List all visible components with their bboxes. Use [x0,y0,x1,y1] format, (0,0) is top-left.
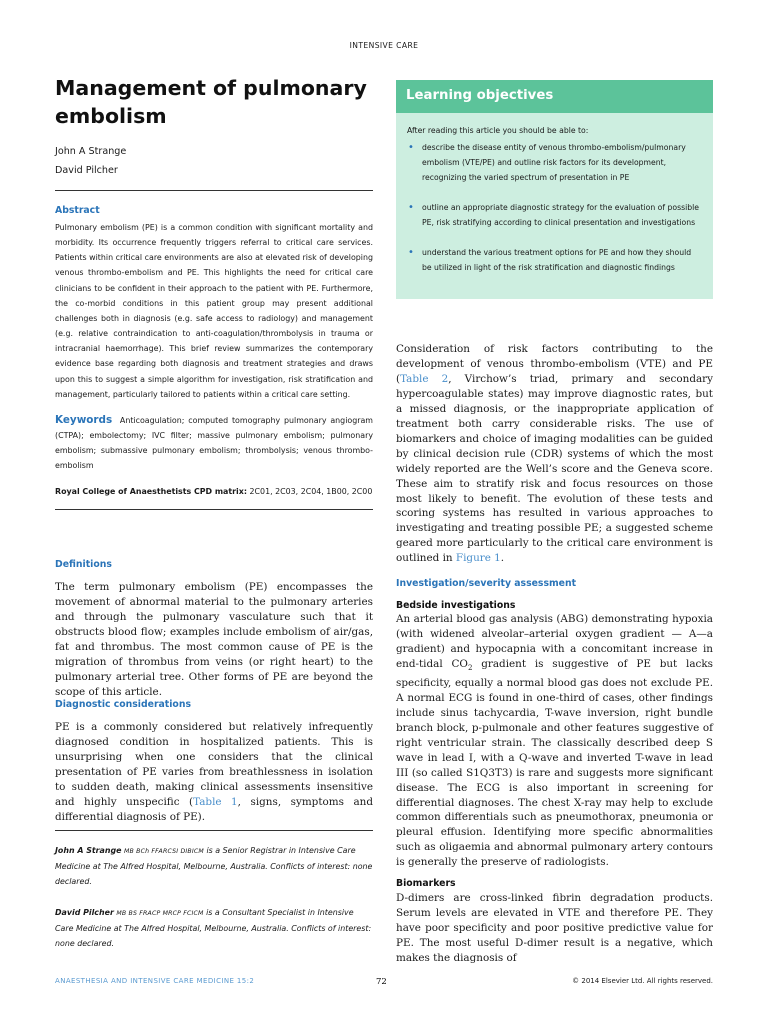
diagnostic-text-part: , signs, symptoms and differential diagnosis of PE). [55,795,374,823]
article-title: Management of pulmonary embolism [55,76,367,128]
cpd-label: Royal College of Anaesthetists CPD matrix: [55,487,247,496]
learning-objectives-header [396,80,713,113]
keywords-list: Anticoagulation; computed tomography pulmonary angiogram (CTPA); embolectomy; IVC filter; massive pulmonary embolism; pulmonary embolism; submassive pulmonary embolism; thrombolysis; venous thrombo-embolism [55,416,373,471]
learning-objectives-intro: After reading this article you should be able to: [407,126,589,135]
risk-factors-text-part: . [500,552,505,565]
learning-objectives-heading: Learning objectives [406,88,554,103]
diagnostic-heading: Diagnostic considerations [55,699,191,710]
risk-factors-text [396,342,713,566]
title-divider [55,190,373,191]
bullet-icon: • [408,247,414,258]
table-2-link[interactable]: Table 2 [400,372,449,385]
bullet-icon: • [408,142,414,153]
bedside-text [396,612,713,870]
figure-1-link[interactable]: Figure 1 [455,552,501,565]
diagnostic-text [55,720,373,825]
list-item [408,245,701,275]
biomarkers-text: D-dimers are cross-linked fibrin degradation products. Serum levels are elevated in VTE and therefore PE. They have poor specificity and poor positive predictive value for PE. The most useful D-dimer result is a negative, which makes the diagnosis of [396,892,713,964]
diagnostic-text-part: PE is a commonly considered but relatively infrequently diagnosed condition in hospitalized patients. This is unsurprising when one considers that the clinical presentation of PE varies from breathlessness in isolation to sudden death, making clinical assessments insensitive and highly unspecific ( [55,721,373,808]
bio-text: is a Senior Registrar in Intensive Care Medicine at The Alfred Hospital, Melbourne, Australia. Conflicts of interest: none declared. [55,846,373,887]
bio-qualifications: MB BCh FFARCSI DIBICM [124,848,204,855]
list-item-text: outline an appropriate diagnostic strategy for the evaluation of possible PE, risk stratifying according to clinical presentation and investigations [422,203,699,227]
investigation-heading: Investigation/severity assessment [396,578,577,589]
footer-copyright: © 2014 Elsevier Ltd. All rights reserved. [572,977,713,985]
list-item-text: understand the various treatment options for PE and how they should be utilized in light of the risk stratification and diagnostic findings [422,248,692,272]
bio-name: John A Strange [55,846,122,855]
list-item [408,140,701,185]
biomarkers-heading: Biomarkers [396,878,456,889]
keywords-label: Keywords [55,414,113,426]
bedside-text-part: gradient is suggestive of PE but lacks specificity, equally a normal blood gas does not exclude PE. A normal ECG is found in one-third of cases, other findings include sinus tachycardia, T-wave inversion, right bundle branch block, p-pulmonale and other features suggestive of right ventricular strain. The classically described deep S wave in lead I, with a Q-wave and inverted T-wave in lead III (so called S1Q3T3) is rare and suggests more significant disease. The ECG is also important in screening for differential diagnoses. The chest X-ray may help to exclude common differentials such as pneumothorax, pneumonia or pleural effusion. Identifying more specific abnormalities such as oligaemia and abnormal pulmonary artery contours is generally the preserve of radiologists. [396,657,713,869]
table-1-link[interactable]: Table 1 [193,795,238,808]
bio-divider [55,830,373,831]
risk-factors-text-part: Consideration of risk factors contributing to the development of venous thrombo-embolism (VTE) and PE ( [396,343,713,385]
abstract-divider [55,509,373,510]
bullet-icon: • [408,202,414,213]
bio-text: is a Consultant Specialist in Intensive Care Medicine at The Alfred Hospital, Melbourne, Australia. Conflicts of interest: none declared. [55,908,372,949]
cpd-value: 2C01, 2C03, 2C04, 1B00, 2C00 [249,487,373,496]
bio-qualifications: MB BS FRACP MRCP FCICM [116,910,204,917]
author-name: David Pilcher [55,165,118,176]
list-item-text: describe the disease entity of venous thrombo-embolism/pulmonary embolism (VTE/PE) and outline risk factors for its development, recognizing the varied spectrum of presentation in PE [422,143,686,182]
list-item [408,200,701,230]
bedside-text-part: An arterial blood gas analysis (ABG) demonstrating hypoxia (with widened alveolar–arterial oxygen gradient — A—a gradient) and hypocapnia with a concomitant increase in end-tidal CO [396,613,713,670]
page-number: 72 [376,977,387,987]
abstract-text: Pulmonary embolism (PE) is a common condition with significant mortality and morbidity. Its occurrence frequently triggers referral to critical care services. Patients within critical care environments are also at elevated risk of developing venous thrombo-embolism and PE. This highlights the need for critical care clinicians to be confident in their approach to the patient with PE. Furthermore, the co-morbid conditions in this patient group may present additional challenges both in diagnosis (e.g. safe access to radiology) and management (e.g. relative contraindication to anti-coagulation/thrombolysis in trauma or intracranial haemorrhage). This brief review summarizes the contemporary evidence base regarding both diagnosis and treatment strategies and draws upon this to suggest a simple algorithm for investigation, risk stratification and management, particularly tailored to patients within a critical care setting. [55,223,373,399]
author-name: John A Strange [55,146,127,157]
keywords [55,413,373,473]
section-label: INTENSIVE CARE [349,41,419,50]
risk-factors-text-part: , Virchow’s triad, primary and secondary hypercoagulable states) may improve diagnostic rates, but a missed diagnosis, or the inappropriate application of treatment both carry considerable risks. The use of biomarkers and choice of imaging modalities can be guided by clinical decision rule (CDR) systems of which the most widely reported are the Well’s score and the Geneva score. These aim to stratify risk and focus resources on those most likely to benefit. The evolution of these tests and scoring systems has resulted in various approaches to investigating and treating possible PE; a suggested scheme geared more particularly to the critical care environment is outlined in [396,372,714,565]
definitions-heading: Definitions [55,559,112,570]
bio-name: David Pilcher [55,908,114,917]
footer-journal: ANAESTHESIA AND INTENSIVE CARE MEDICINE 15:2 [55,977,255,985]
learning-objectives-box [396,80,713,299]
author-bio [55,905,373,952]
definitions-text: The term pulmonary embolism (PE) encompasses the movement of abnormal material to the pulmonary arteries and through the pulmonary vasculature such that it obstructs blood flow; examples include embolism of air/gas, fat and thrombus. The most common cause of PE is the migration of thrombus from veins (or right heart) to the pulmonary arterial tree. Other forms of PE are beyond the scope of this article. [55,581,373,698]
abstract-heading: Abstract [55,205,100,216]
cpd-matrix [55,486,385,498]
subscript: 2 [467,663,473,672]
author-bio [55,843,373,890]
bedside-heading: Bedside investigations [396,600,516,611]
